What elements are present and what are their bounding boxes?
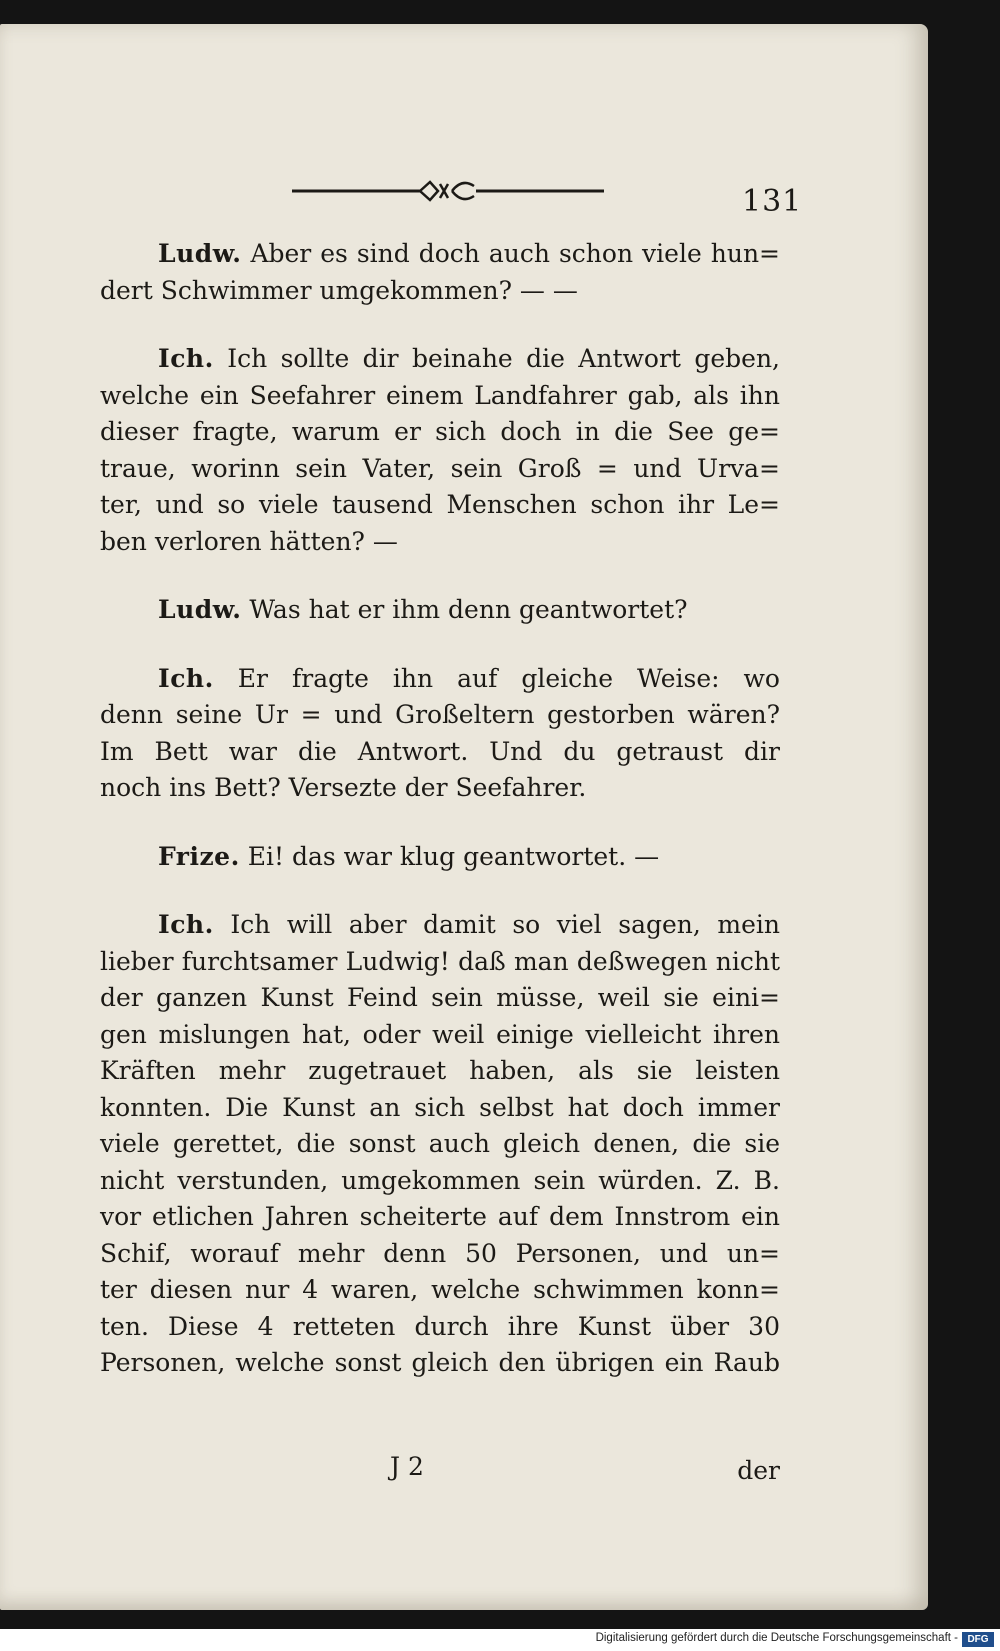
catchword: der: [737, 1456, 780, 1485]
speaker-label: Ludw.: [158, 595, 242, 624]
text-line: [100, 907, 780, 944]
dfg-logo-icon: DFG: [962, 1632, 994, 1647]
text-line: dieser fragte, warum er sich doch in die See ge=: [100, 417, 780, 446]
dialogue-paragraph: [100, 907, 780, 1382]
speaker-label: Ich.: [158, 344, 214, 373]
text-line: gen mislungen hat, oder weil einige vielleicht ihren: [100, 1019, 780, 1049]
dialogue-paragraph: [100, 341, 780, 560]
text-line: Personen, welche sonst gleich den übrigen ein Raub: [100, 1348, 780, 1377]
line-text: Ich will aber damit so viel sagen, mein: [230, 910, 780, 939]
speaker-label: Ich.: [158, 663, 214, 693]
text-line: ter, und so viele tausend Menschen schon ihr Le=: [100, 490, 780, 519]
dialogue-paragraph: [100, 236, 780, 309]
text-line: ten. Diese 4 retteten durch ihre Kunst über 30: [100, 1311, 780, 1341]
speaker-label: Frize.: [158, 841, 240, 871]
body-text: [100, 236, 780, 1382]
text-line: der ganzen Kunst Feind sein müsse, weil sie eini=: [100, 983, 780, 1012]
text-line: welche ein Seefahrer einem Landfahrer gab, als ihn: [100, 380, 780, 410]
text-line: vor etlichen Jahren scheiterte auf dem Innstrom ein: [100, 1202, 780, 1231]
text-line: denn seine Ur = und Großeltern gestorben wären?: [100, 700, 780, 729]
line-text: Ei! das war klug geantwortet. —: [247, 841, 660, 871]
credit-text: Digitalisierung gefördert durch die Deutsche Forschungsgemeinschaft -: [595, 1632, 958, 1644]
signature-mark: J 2: [390, 1452, 424, 1481]
text-line: Kräften mehr zugetrauet haben, als sie leisten: [100, 1056, 780, 1085]
text-line: dert Schwimmer umgekommen? — —: [100, 275, 578, 305]
text-line: [100, 592, 780, 629]
text-line: Im Bett war die Antwort. Und du getraust dir: [100, 736, 780, 766]
line-text: Ich sollte dir beinahe die Antwort geben,: [227, 344, 781, 373]
page-number: 131: [742, 184, 803, 219]
text-line: ter diesen nur 4 waren, welche schwimmen konn=: [100, 1275, 780, 1304]
text-line: ben verloren hätten? —: [100, 526, 398, 556]
text-line: lieber furchtsamer Ludwig! daß man deßwegen nicht: [100, 946, 780, 976]
book-page: [0, 24, 928, 1610]
text-line: viele gerettet, die sonst auch gleich denen, die sie: [100, 1129, 780, 1158]
line-text: Er fragte ihn auf gleiche Weise: wo: [237, 663, 780, 693]
dialogue-paragraph: [100, 592, 780, 629]
credit-bar: [0, 1629, 1000, 1651]
text-line: [100, 341, 780, 378]
dialogue-paragraph: [100, 661, 780, 807]
text-line: nicht verstunden, umgekommen sein würden. Z. B.: [100, 1165, 780, 1195]
page-footer: [100, 1452, 780, 1488]
line-text: Aber es sind doch auch schon viele hun=: [250, 239, 780, 268]
text-line: konnten. Die Kunst an sich selbst hat doch immer: [100, 1092, 780, 1122]
text-line: [100, 236, 780, 273]
speaker-label: Ludw.: [158, 239, 242, 268]
line-text: Was hat er ihm denn geantwortet?: [249, 595, 688, 624]
dialogue-paragraph: [100, 839, 780, 876]
text-line: noch ins Bett? Versezte der Seefahrer.: [100, 773, 587, 802]
text-line: [100, 839, 780, 876]
text-line: Schif, worauf mehr denn 50 Personen, und un=: [100, 1238, 780, 1268]
header-ornament-icon: [292, 176, 604, 206]
text-line: [100, 661, 780, 698]
text-line: traue, worinn sein Vater, sein Groß = und Urva=: [100, 453, 780, 483]
speaker-label: Ich.: [158, 910, 214, 939]
